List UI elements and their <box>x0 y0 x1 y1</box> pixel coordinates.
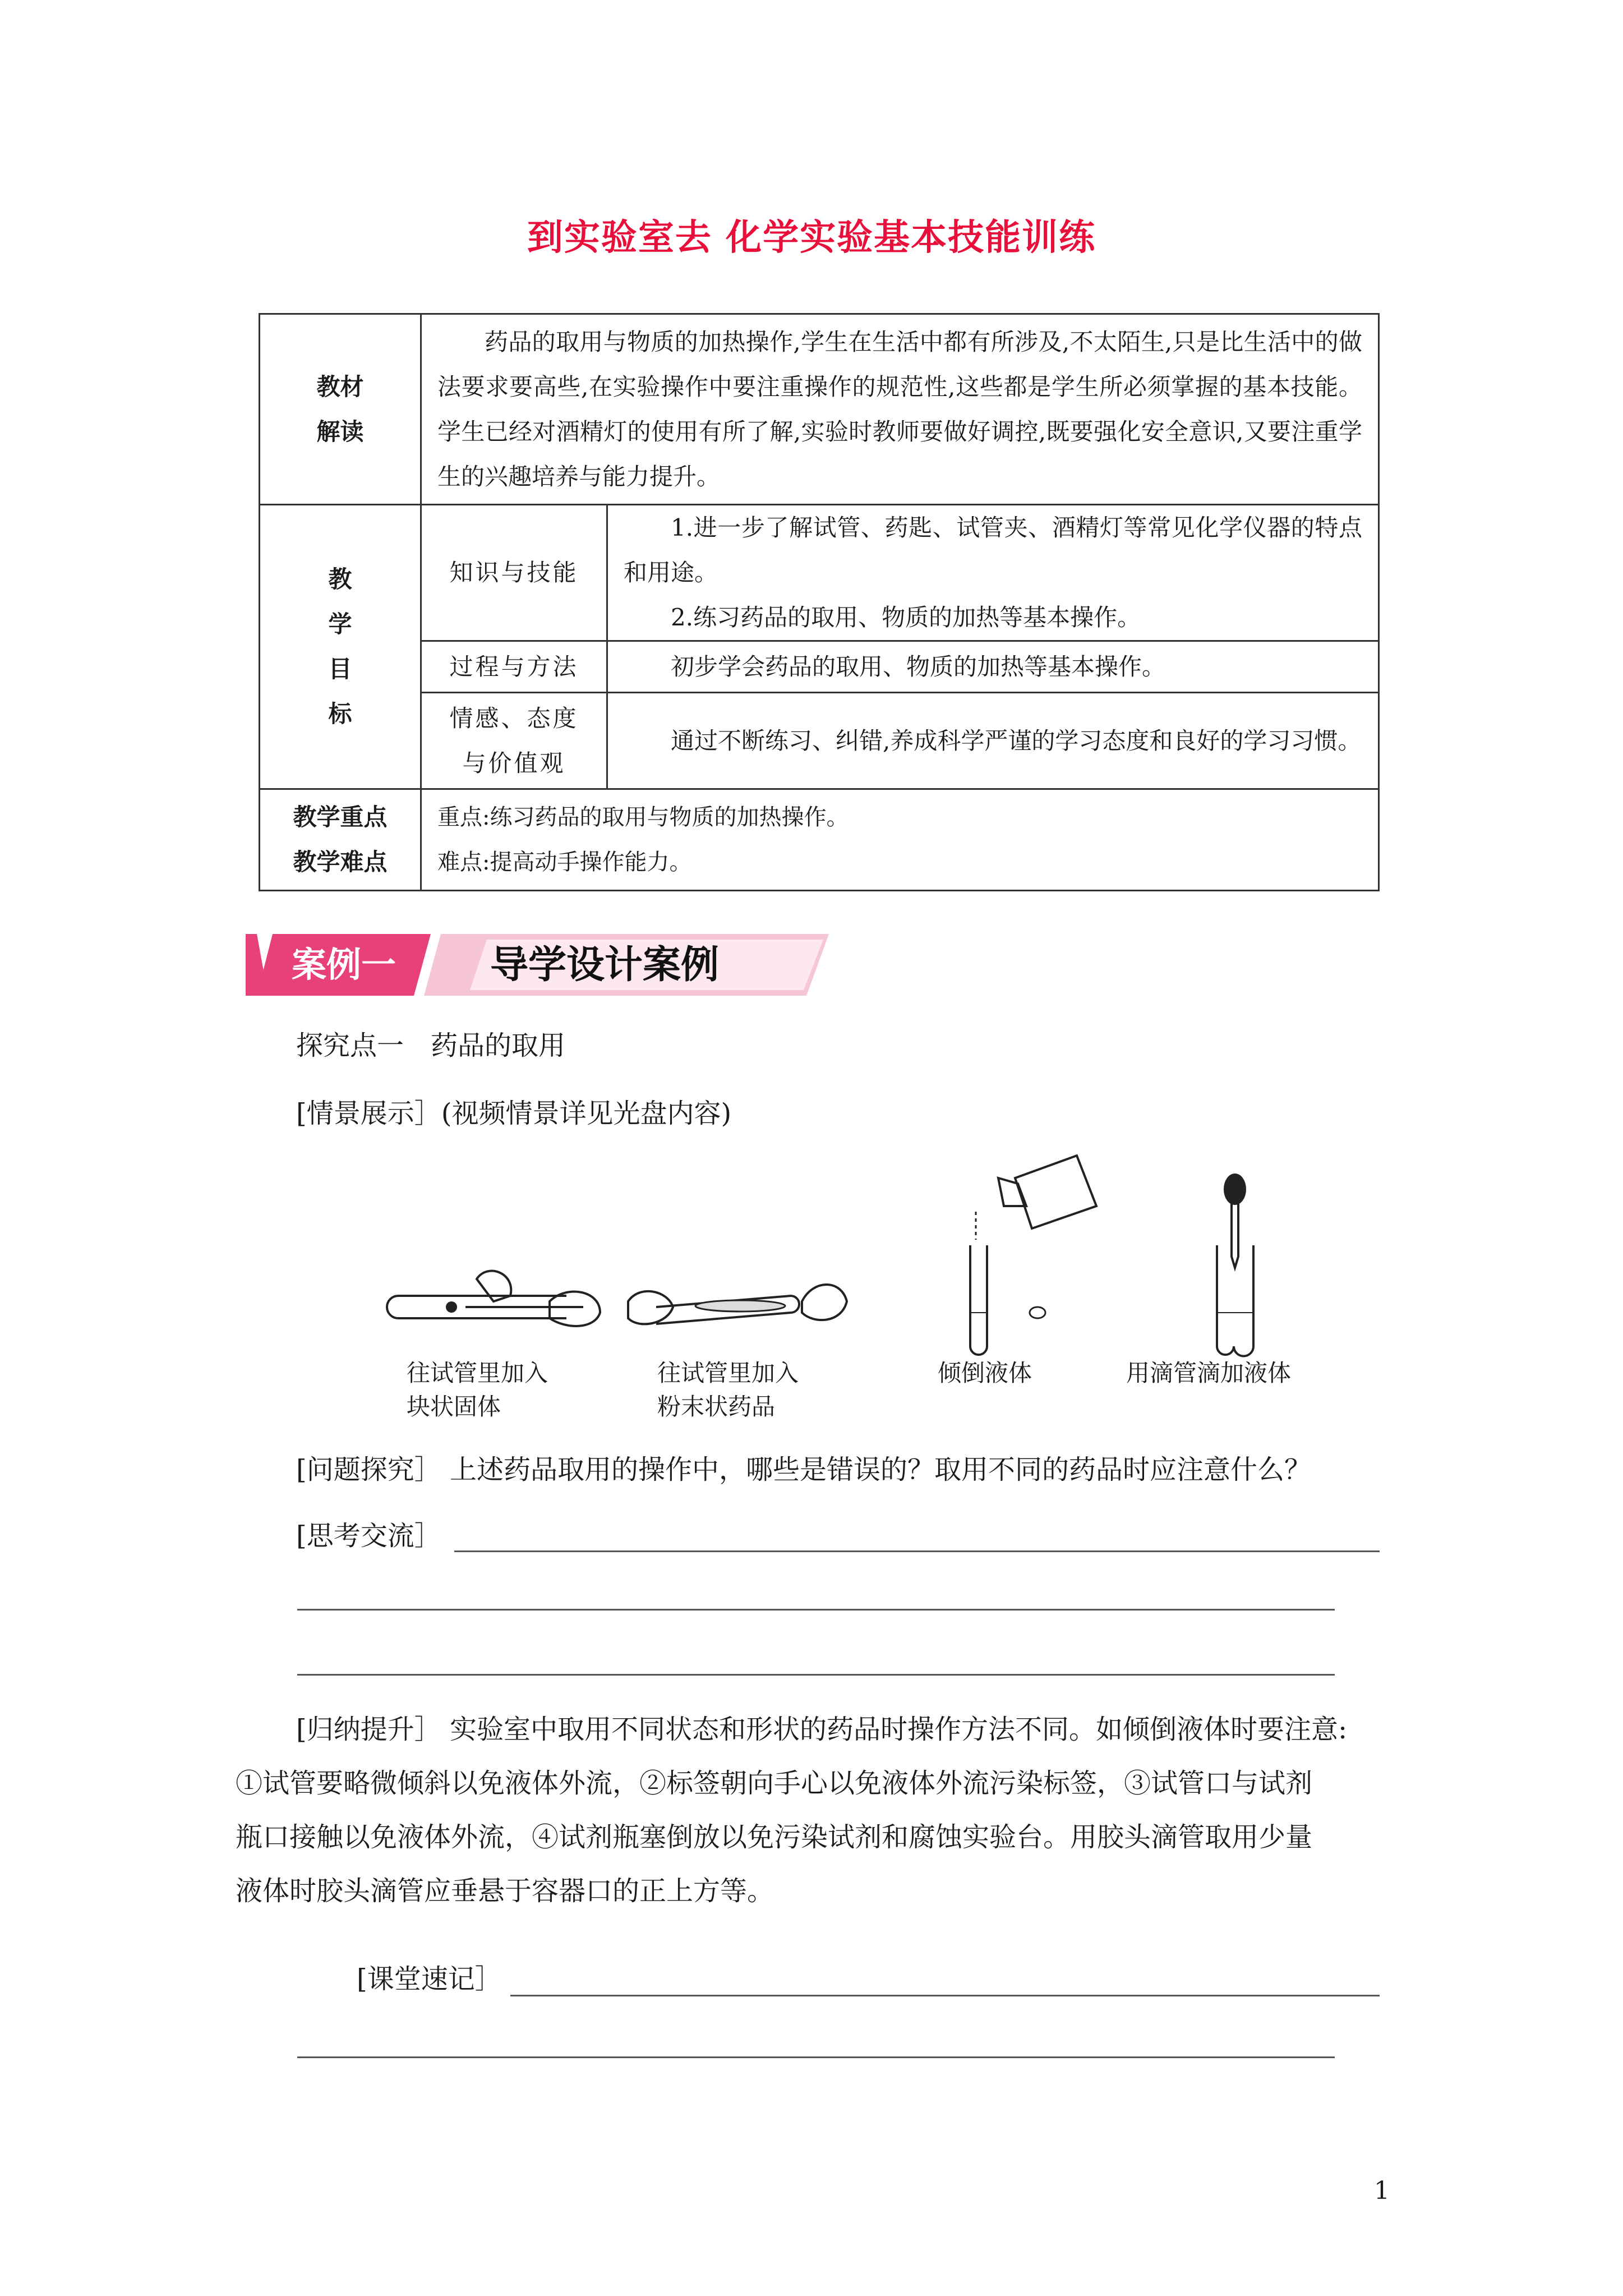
jiaocai-label-2: 解读 <box>316 417 364 445</box>
banner-right-text: 导学设计案例 <box>490 943 720 987</box>
answer-line <box>454 1550 1380 1552</box>
guocheng-label: 过程与方法 <box>421 641 607 693</box>
zhongdian-header: 教学重点 教学难点 <box>260 789 421 891</box>
solid-into-tube-illustration <box>381 1240 617 1346</box>
mubiao-char: 教 <box>328 565 352 593</box>
mubiao-char: 学 <box>328 610 352 638</box>
caption-3: 倾倒液体 <box>938 1359 1032 1387</box>
caption-4: 用滴管滴加液体 <box>1126 1359 1292 1387</box>
pouring-liquid-illustration <box>965 1144 1099 1358</box>
table-row <box>260 641 1379 693</box>
guocheng-text: 初步学会药品的取用、物质的加热等基本操作。 <box>607 641 1379 693</box>
jiaocai-text: 药品的取用与物质的加热操作,学生在生活中都有所涉及,不太陌生,只是比生活中的做法要求要高些,在实验操作中要注重操作的规范性,这些都是学生所必须掌握的基本技能。学生已经对酒精灯的使用有所了解,实验时教师要做好调控,既要强化安全意识,又要注重学生的兴趣培养与能力提升。 <box>421 314 1379 505</box>
qinggan-label: 情感、态度 与价值观 <box>421 693 607 789</box>
answer-line <box>297 1609 1335 1611</box>
caption-2: 往试管里加入 粉末状药品 <box>657 1359 799 1420</box>
section-banner <box>246 934 829 996</box>
jiaocai-header <box>260 314 421 505</box>
zhongdian-text: 重点:练习药品的取用与物质的加热操作。 难点:提高动手操作能力。 <box>421 789 1379 891</box>
sikao-label: [思考交流］ <box>296 1520 441 1552</box>
banner-left-text: 案例一 <box>291 944 396 985</box>
section-heading: 探究点一 药品的取用 <box>296 1030 566 1061</box>
wenti-line: [问题探究］ 上述药品取用的操作中，哪些是错误的？取用不同的药品时应注意什么？ <box>296 1454 1311 1485</box>
powder-into-tube-illustration <box>623 1245 858 1346</box>
answer-line <box>297 2056 1335 2058</box>
zhishi-text: 1.进一步了解试管、药匙、试管夹、酒精灯等常见化学仪器的特点和用途。 2.练习药品的取用、物质的加热等基本操作。 <box>607 505 1379 641</box>
caption-1: 往试管里加入 块状固体 <box>407 1359 548 1420</box>
lesson-info-table <box>259 313 1380 891</box>
dropper-illustration <box>1200 1172 1267 1358</box>
mubiao-header <box>260 505 421 789</box>
table-row <box>260 314 1379 505</box>
answer-line <box>297 1674 1335 1676</box>
table-row <box>260 693 1379 789</box>
page-title: 到实验室去 化学实验基本技能训练 <box>527 217 1096 259</box>
mubiao-char: 标 <box>328 700 352 728</box>
ketang-label: [课堂速记］ <box>357 1963 502 1995</box>
page-number: 1 <box>1374 2177 1390 2205</box>
jiaocai-label-1: 教材 <box>316 372 364 401</box>
table-row <box>260 789 1379 891</box>
mubiao-char: 目 <box>328 655 352 683</box>
qingjing-line: [情景展示］(视频情景详见光盘内容) <box>296 1098 732 1129</box>
answer-line <box>510 1995 1380 1996</box>
guina-paragraph: [归纳提升］ 实验室中取用不同状态和形状的药品时操作方法不同。如倾倒液体时要注意: ①试管要略微倾斜以免液体外流，②标签朝向手心以免液体外流污染标签，③试管口与试剂 瓶口接触以免液体外流，④试剂瓶塞倒放以免污染试剂和腐蚀实验台。用胶头滴管取用少量 液体时胶头滴管应垂悬于容器口的正上方等。 <box>236 1714 1348 1907</box>
table-row <box>260 505 1379 641</box>
qinggan-text: 通过不断练习、纠错,养成科学严谨的学习态度和良好的学习习惯。 <box>607 693 1379 789</box>
zhishi-label: 知识与技能 <box>421 505 607 641</box>
